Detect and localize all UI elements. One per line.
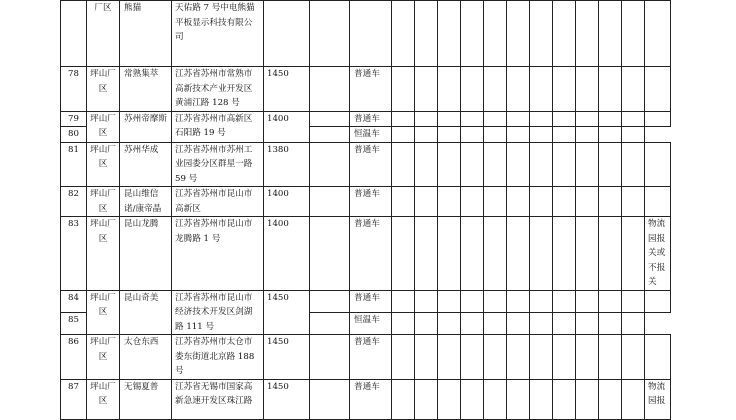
table-cell xyxy=(622,290,645,312)
table-cell xyxy=(507,290,530,312)
table-cell xyxy=(599,217,622,291)
table-cell: 普通车 xyxy=(350,290,392,312)
table-cell xyxy=(484,187,507,217)
table-cell xyxy=(392,335,415,380)
table-cell xyxy=(622,217,645,291)
table-cell xyxy=(576,111,599,127)
table-cell xyxy=(622,127,645,143)
table-body xyxy=(61,1,671,420)
table-cell xyxy=(484,290,507,312)
table-cell xyxy=(461,127,484,143)
table-cell xyxy=(599,1,622,67)
table-cell xyxy=(310,142,350,187)
table-cell: 昆山维信诺/康帝晶 xyxy=(120,187,172,217)
table-cell: 江苏省苏州市高新区石阳路 19 号 xyxy=(172,111,264,142)
table-cell xyxy=(507,187,530,217)
table-cell xyxy=(576,217,599,291)
table-cell xyxy=(392,67,415,112)
table-cell xyxy=(576,67,599,112)
table-cell xyxy=(530,335,553,380)
table-cell xyxy=(530,187,553,217)
table-cell xyxy=(645,187,671,217)
table-cell xyxy=(645,111,671,127)
table-cell xyxy=(392,217,415,291)
table-cell xyxy=(415,111,438,127)
table-cell xyxy=(438,312,461,334)
table-cell xyxy=(553,127,576,143)
table-cell xyxy=(553,290,576,312)
table-cell xyxy=(438,335,461,380)
table-cell xyxy=(392,290,415,312)
table-cell xyxy=(507,379,530,419)
table-cell: 江苏省苏州市常熟市高新技术产业开发区黄浦江路 128 号 xyxy=(172,67,264,112)
table-cell xyxy=(599,127,622,143)
table-cell xyxy=(310,335,350,380)
table-cell: 恒温车 xyxy=(350,127,392,143)
table-cell xyxy=(392,111,415,127)
table-cell: 81 xyxy=(61,142,87,187)
table-cell xyxy=(622,1,645,67)
table-cell xyxy=(350,1,392,67)
table-cell: 太仓东西 xyxy=(120,335,172,380)
table-cell xyxy=(415,1,438,67)
table-cell xyxy=(599,142,622,187)
table-cell xyxy=(553,111,576,127)
table-cell: 1450 xyxy=(264,335,310,380)
table-cell xyxy=(645,1,671,67)
table-cell: 1400 xyxy=(264,217,310,291)
table-cell: 85 xyxy=(61,312,87,334)
table-cell xyxy=(415,187,438,217)
table-cell xyxy=(392,187,415,217)
table-cell xyxy=(576,312,599,334)
table-cell xyxy=(392,127,415,143)
table-cell: 普通车 xyxy=(350,217,392,291)
table-cell xyxy=(530,379,553,419)
table-cell: 1380 xyxy=(264,142,310,187)
table-cell xyxy=(461,335,484,380)
table-cell: 苏州帝摩斯 xyxy=(120,111,172,142)
table-cell xyxy=(507,67,530,112)
table-cell xyxy=(264,1,310,67)
table-cell: 1450 xyxy=(264,379,310,419)
table-cell xyxy=(599,187,622,217)
table-cell xyxy=(599,312,622,334)
table-row xyxy=(61,67,671,112)
table-row xyxy=(61,379,671,419)
table-cell xyxy=(553,312,576,334)
table-cell xyxy=(61,1,87,67)
table-cell xyxy=(461,1,484,67)
table-cell xyxy=(599,67,622,112)
table-cell: 1400 xyxy=(264,111,310,142)
table-cell xyxy=(438,67,461,112)
table-cell xyxy=(461,312,484,334)
table-cell xyxy=(622,187,645,217)
table-cell xyxy=(484,111,507,127)
table-cell: 恒温车 xyxy=(350,312,392,334)
table-cell: 苏州华成 xyxy=(120,142,172,187)
table-cell: 厂区 xyxy=(87,1,120,67)
table-cell xyxy=(622,379,645,419)
table-cell xyxy=(461,142,484,187)
table-cell: 坪山厂区 xyxy=(87,217,120,291)
table-cell xyxy=(507,335,530,380)
table-cell xyxy=(438,142,461,187)
table-cell xyxy=(438,1,461,67)
table-cell: 坪山厂区 xyxy=(87,379,120,419)
table-cell xyxy=(530,142,553,187)
table-cell xyxy=(310,187,350,217)
table-cell: 江苏省苏州市昆山市龙腾路 1 号 xyxy=(172,217,264,291)
table-cell xyxy=(415,67,438,112)
table-row xyxy=(61,290,671,312)
table-cell xyxy=(438,379,461,419)
table-cell xyxy=(415,290,438,312)
table-cell xyxy=(622,335,645,380)
table-cell xyxy=(392,379,415,419)
table-cell: 78 xyxy=(61,67,87,112)
table-cell xyxy=(576,187,599,217)
table-cell: 江苏省无锡市国家高新急速开发区珠江路 xyxy=(172,379,264,419)
table-cell xyxy=(484,217,507,291)
table-cell xyxy=(553,217,576,291)
table-cell: 坪山厂区 xyxy=(87,187,120,217)
table-cell: 昆山奇美 xyxy=(120,290,172,335)
table-cell xyxy=(645,67,671,112)
table-cell xyxy=(599,111,622,127)
table-cell: 80 xyxy=(61,127,87,143)
table-cell: 1450 xyxy=(264,67,310,112)
table-cell xyxy=(461,111,484,127)
table-cell xyxy=(415,335,438,380)
table-cell xyxy=(438,111,461,127)
table-cell: 江苏省苏州市太仓市娄东街道北京路 188 号 xyxy=(172,335,264,380)
table-cell: 江苏省苏州市昆山市经济技术开发区剑湖路 111 号 xyxy=(172,290,264,335)
table-cell xyxy=(622,111,645,127)
table-cell: 普通车 xyxy=(350,187,392,217)
table-cell xyxy=(310,1,350,67)
table-cell: 普通车 xyxy=(350,142,392,187)
table-cell xyxy=(530,290,553,312)
table-row xyxy=(61,335,671,380)
table-cell xyxy=(484,127,507,143)
table-cell: 江苏省苏州市苏州工业园娄分区群星一路 59 号 xyxy=(172,142,264,187)
table-cell xyxy=(438,217,461,291)
table-cell: 84 xyxy=(61,290,87,312)
table-cell xyxy=(461,67,484,112)
table-cell xyxy=(415,312,438,334)
table-cell: 82 xyxy=(61,187,87,217)
table-cell xyxy=(576,127,599,143)
table-cell: 坪山厂区 xyxy=(87,111,120,142)
table-cell: 物流园报关或不报关 xyxy=(645,217,671,291)
table-cell: 86 xyxy=(61,335,87,380)
table-cell xyxy=(461,217,484,291)
table-cell: 江苏省苏州市昆山市高新区 xyxy=(172,187,264,217)
table-cell: 1400 xyxy=(264,187,310,217)
table-cell xyxy=(461,187,484,217)
table-cell xyxy=(530,312,553,334)
table-row xyxy=(61,142,671,187)
table-cell xyxy=(484,312,507,334)
table-cell xyxy=(507,217,530,291)
table-cell xyxy=(599,335,622,380)
table-cell xyxy=(622,67,645,112)
table-cell xyxy=(576,142,599,187)
table-cell xyxy=(530,1,553,67)
table-cell xyxy=(507,111,530,127)
table-cell xyxy=(645,335,671,380)
table-cell xyxy=(310,312,350,334)
table-cell xyxy=(507,1,530,67)
table-cell xyxy=(530,217,553,291)
table-cell xyxy=(530,67,553,112)
table-cell xyxy=(553,142,576,187)
table-cell xyxy=(310,111,350,127)
table-cell xyxy=(553,187,576,217)
table-cell: 普通车 xyxy=(350,335,392,380)
table-cell xyxy=(576,1,599,67)
table-cell xyxy=(310,67,350,112)
table-cell: 普通车 xyxy=(350,111,392,127)
table-cell: 昆山龙腾 xyxy=(120,217,172,291)
table-cell xyxy=(530,111,553,127)
table-cell: 坪山厂区 xyxy=(87,142,120,187)
table-cell xyxy=(576,379,599,419)
table-cell xyxy=(622,312,645,334)
table-cell xyxy=(438,290,461,312)
table-cell: 83 xyxy=(61,217,87,291)
table-cell xyxy=(576,335,599,380)
table-cell xyxy=(645,290,671,312)
table-cell xyxy=(415,217,438,291)
table-cell xyxy=(553,335,576,380)
table-cell: 无锡夏普 xyxy=(120,379,172,419)
table-cell: 天佑路 7 号中电熊猫平板显示科技有限公司 xyxy=(172,1,264,67)
table-cell xyxy=(484,335,507,380)
table-cell: 物流园报 xyxy=(645,379,671,419)
table-cell xyxy=(392,312,415,334)
table-cell xyxy=(438,187,461,217)
table-cell xyxy=(507,142,530,187)
table-cell: 87 xyxy=(61,379,87,419)
table-cell: 坪山厂区 xyxy=(87,335,120,380)
table-cell xyxy=(310,127,350,143)
table-cell xyxy=(576,290,599,312)
table-cell xyxy=(310,290,350,312)
table-cell: 坪山厂区 xyxy=(87,290,120,335)
table-cell xyxy=(392,1,415,67)
table-cell xyxy=(461,379,484,419)
freight-rate-table xyxy=(60,0,671,420)
table-cell xyxy=(392,142,415,187)
table-cell: 79 xyxy=(61,111,87,127)
table-cell xyxy=(507,312,530,334)
table-cell xyxy=(599,379,622,419)
table-row xyxy=(61,217,671,291)
table-cell: 1450 xyxy=(264,290,310,335)
table-cell xyxy=(310,217,350,291)
table-cell xyxy=(553,1,576,67)
table-row xyxy=(61,1,671,67)
table-cell xyxy=(310,379,350,419)
table-cell: 普通车 xyxy=(350,67,392,112)
table-cell: 坪山厂区 xyxy=(87,67,120,112)
table-cell xyxy=(484,1,507,67)
table-cell xyxy=(484,67,507,112)
table-row xyxy=(61,111,671,127)
table-cell xyxy=(415,142,438,187)
table-cell xyxy=(553,379,576,419)
table-cell xyxy=(438,127,461,143)
table-cell xyxy=(415,127,438,143)
table-cell xyxy=(645,142,671,187)
table-cell xyxy=(461,290,484,312)
table-row xyxy=(61,187,671,217)
table-cell xyxy=(507,127,530,143)
table-cell: 熊猫 xyxy=(120,1,172,67)
table-cell xyxy=(530,127,553,143)
table-cell xyxy=(599,290,622,312)
table-cell xyxy=(484,379,507,419)
table-cell xyxy=(622,142,645,187)
table-cell xyxy=(553,67,576,112)
table-cell xyxy=(484,142,507,187)
table-cell xyxy=(415,379,438,419)
table-cell: 常熟集萃 xyxy=(120,67,172,112)
table-cell: 普通车 xyxy=(350,379,392,419)
